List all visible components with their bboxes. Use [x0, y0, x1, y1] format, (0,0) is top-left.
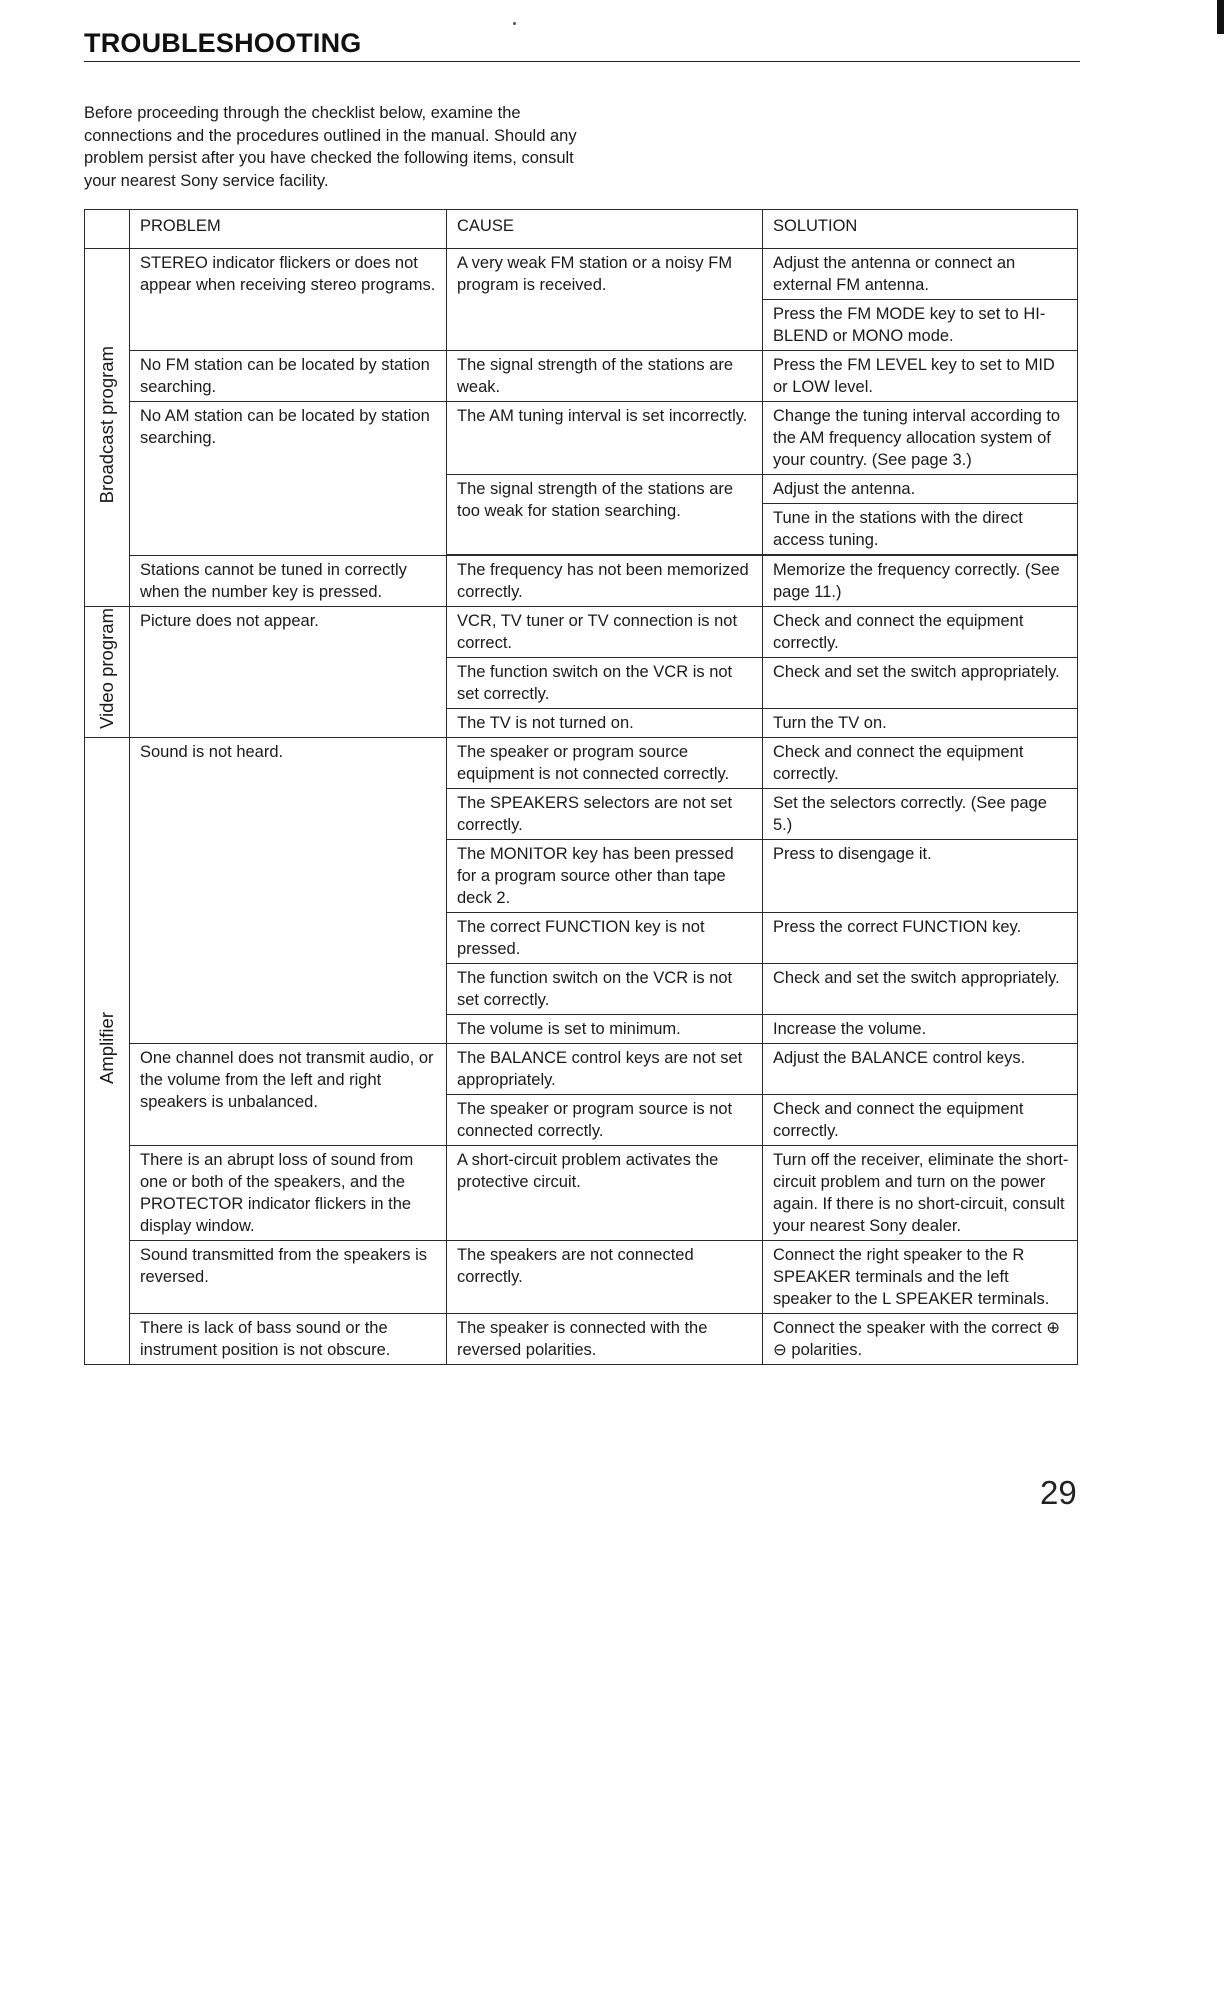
cause-cell: The function switch on the VCR is not set correctly. [447, 658, 763, 709]
solution-cell: Check and connect the equipment correctly. [763, 738, 1078, 789]
table-row [85, 1314, 1078, 1365]
solution-cell: Press to disengage it. [763, 840, 1078, 913]
cause-cell: The speakers are not connected correctly. [447, 1241, 763, 1314]
cause-cell: The signal strength of the stations are weak. [447, 351, 763, 402]
cause-cell: The TV is not turned on. [447, 709, 763, 738]
header-cause: CAUSE [447, 210, 763, 249]
table-row [85, 1241, 1078, 1314]
cause-cell: The AM tuning interval is set incorrectly. [447, 402, 763, 475]
category-broadcast [85, 249, 130, 607]
problem-cell: Stations cannot be tuned in correctly when the number key is pressed. [130, 556, 447, 607]
solution-cell: Press the FM LEVEL key to set to MID or LOW level. [763, 351, 1078, 402]
solution-cell: Adjust the antenna. [763, 475, 1078, 504]
page-title: TROUBLESHOOTING [84, 28, 362, 58]
solution-cell: Adjust the BALANCE control keys. [763, 1044, 1078, 1095]
solution-cell: Press the correct FUNCTION key. [763, 913, 1078, 964]
solution-cell: Check and connect the equipment correctly. [763, 1095, 1078, 1146]
problem-cell: There is lack of bass sound or the instrument position is not obscure. [130, 1314, 447, 1365]
solution-cell: Change the tuning interval according to the AM frequency allocation system of your country. (See page 3.) [763, 402, 1078, 475]
category-label: Broadcast program [96, 345, 117, 504]
cause-cell: The speaker or program source is not connected correctly. [447, 1095, 763, 1146]
problem-cell: Sound is not heard. [130, 738, 447, 1044]
cause-cell: A very weak FM station or a noisy FM program is received. [447, 249, 763, 351]
problem-cell: No FM station can be located by station searching. [130, 351, 447, 402]
table-row [85, 1044, 1078, 1095]
table-row [85, 402, 1078, 475]
table-row [85, 556, 1078, 607]
solution-cell: Turn the TV on. [763, 709, 1078, 738]
cause-cell: The SPEAKERS selectors are not set correctly. [447, 789, 763, 840]
cause-cell: The function switch on the VCR is not set correctly. [447, 964, 763, 1015]
cause-cell: The correct FUNCTION key is not pressed. [447, 913, 763, 964]
cause-cell: VCR, TV tuner or TV connection is not correct. [447, 607, 763, 658]
solution-cell: Connect the speaker with the correct ⊕ ⊖ polarities. [763, 1314, 1078, 1365]
solution-cell: Memorize the frequency correctly. (See page 11.) [763, 556, 1078, 607]
solution-cell: Check and set the switch appropriately. [763, 658, 1078, 709]
troubleshooting-table [84, 209, 1078, 1365]
problem-cell: There is an abrupt loss of sound from one or both of the speakers, and the PROTECTOR indicator flickers in the display window. [130, 1146, 447, 1241]
category-amplifier [85, 738, 130, 1365]
cause-cell: The volume is set to minimum. [447, 1015, 763, 1044]
table-row [85, 607, 1078, 658]
solution-cell: Connect the right speaker to the R SPEAKER terminals and the left speaker to the L SPEAKER terminals. [763, 1241, 1078, 1314]
cause-cell: A short-circuit problem activates the protective circuit. [447, 1146, 763, 1241]
cause-cell: The frequency has not been memorized correctly. [447, 556, 763, 607]
category-label: Video program [96, 608, 117, 730]
table-row [85, 249, 1078, 300]
problem-cell: No AM station can be located by station searching. [130, 402, 447, 556]
problem-cell: One channel does not transmit audio, or the volume from the left and right speakers is unbalanced. [130, 1044, 447, 1146]
cause-cell: The signal strength of the stations are too weak for station searching. [447, 475, 763, 555]
problem-cell: Picture does not appear. [130, 607, 447, 738]
header-row [85, 210, 1078, 249]
solution-cell: Check and set the switch appropriately. [763, 964, 1078, 1015]
cause-cell: The MONITOR key has been pressed for a program source other than tape deck 2. [447, 840, 763, 913]
header-blank-cell [85, 210, 130, 249]
header-problem: PROBLEM [130, 210, 447, 249]
cause-cell: The speaker is connected with the reversed polarities. [447, 1314, 763, 1365]
table-row [85, 1146, 1078, 1241]
solution-cell: Tune in the stations with the direct access tuning. [763, 504, 1078, 555]
intro-paragraph: Before proceeding through the checklist below, examine the connections and the procedures outlined in the manual. Should any problem persist after you have checked the following items, consult your nearest Sony service facility. [84, 104, 577, 190]
table-row [85, 738, 1078, 789]
header-solution: SOLUTION [763, 210, 1078, 249]
cause-cell: The BALANCE control keys are not set appropriately. [447, 1044, 763, 1095]
problem-cell: STEREO indicator flickers or does not appear when receiving stereo programs. [130, 249, 447, 351]
page-number: 29 [1040, 1474, 1077, 1511]
cause-cell: The speaker or program source equipment is not connected correctly. [447, 738, 763, 789]
table-row [85, 351, 1078, 402]
solution-cell: Set the selectors correctly. (See page 5.) [763, 789, 1078, 840]
solution-cell: Increase the volume. [763, 1015, 1078, 1044]
solution-cell: Press the FM MODE key to set to HI-BLEND or MONO mode. [763, 300, 1078, 351]
solution-cell: Check and connect the equipment correctly. [763, 607, 1078, 658]
speck [513, 22, 516, 25]
solution-cell: Turn off the receiver, eliminate the short-circuit problem and turn on the power again. If there is no short-circuit, consult your nearest Sony dealer. [763, 1146, 1078, 1241]
category-video [85, 607, 130, 738]
category-label: Amplifier [96, 1012, 117, 1084]
title-rule [84, 61, 1080, 62]
solution-cell: Adjust the antenna or connect an external FM antenna. [763, 249, 1078, 300]
edge-mark [1217, 0, 1224, 34]
problem-cell: Sound transmitted from the speakers is reversed. [130, 1241, 447, 1314]
